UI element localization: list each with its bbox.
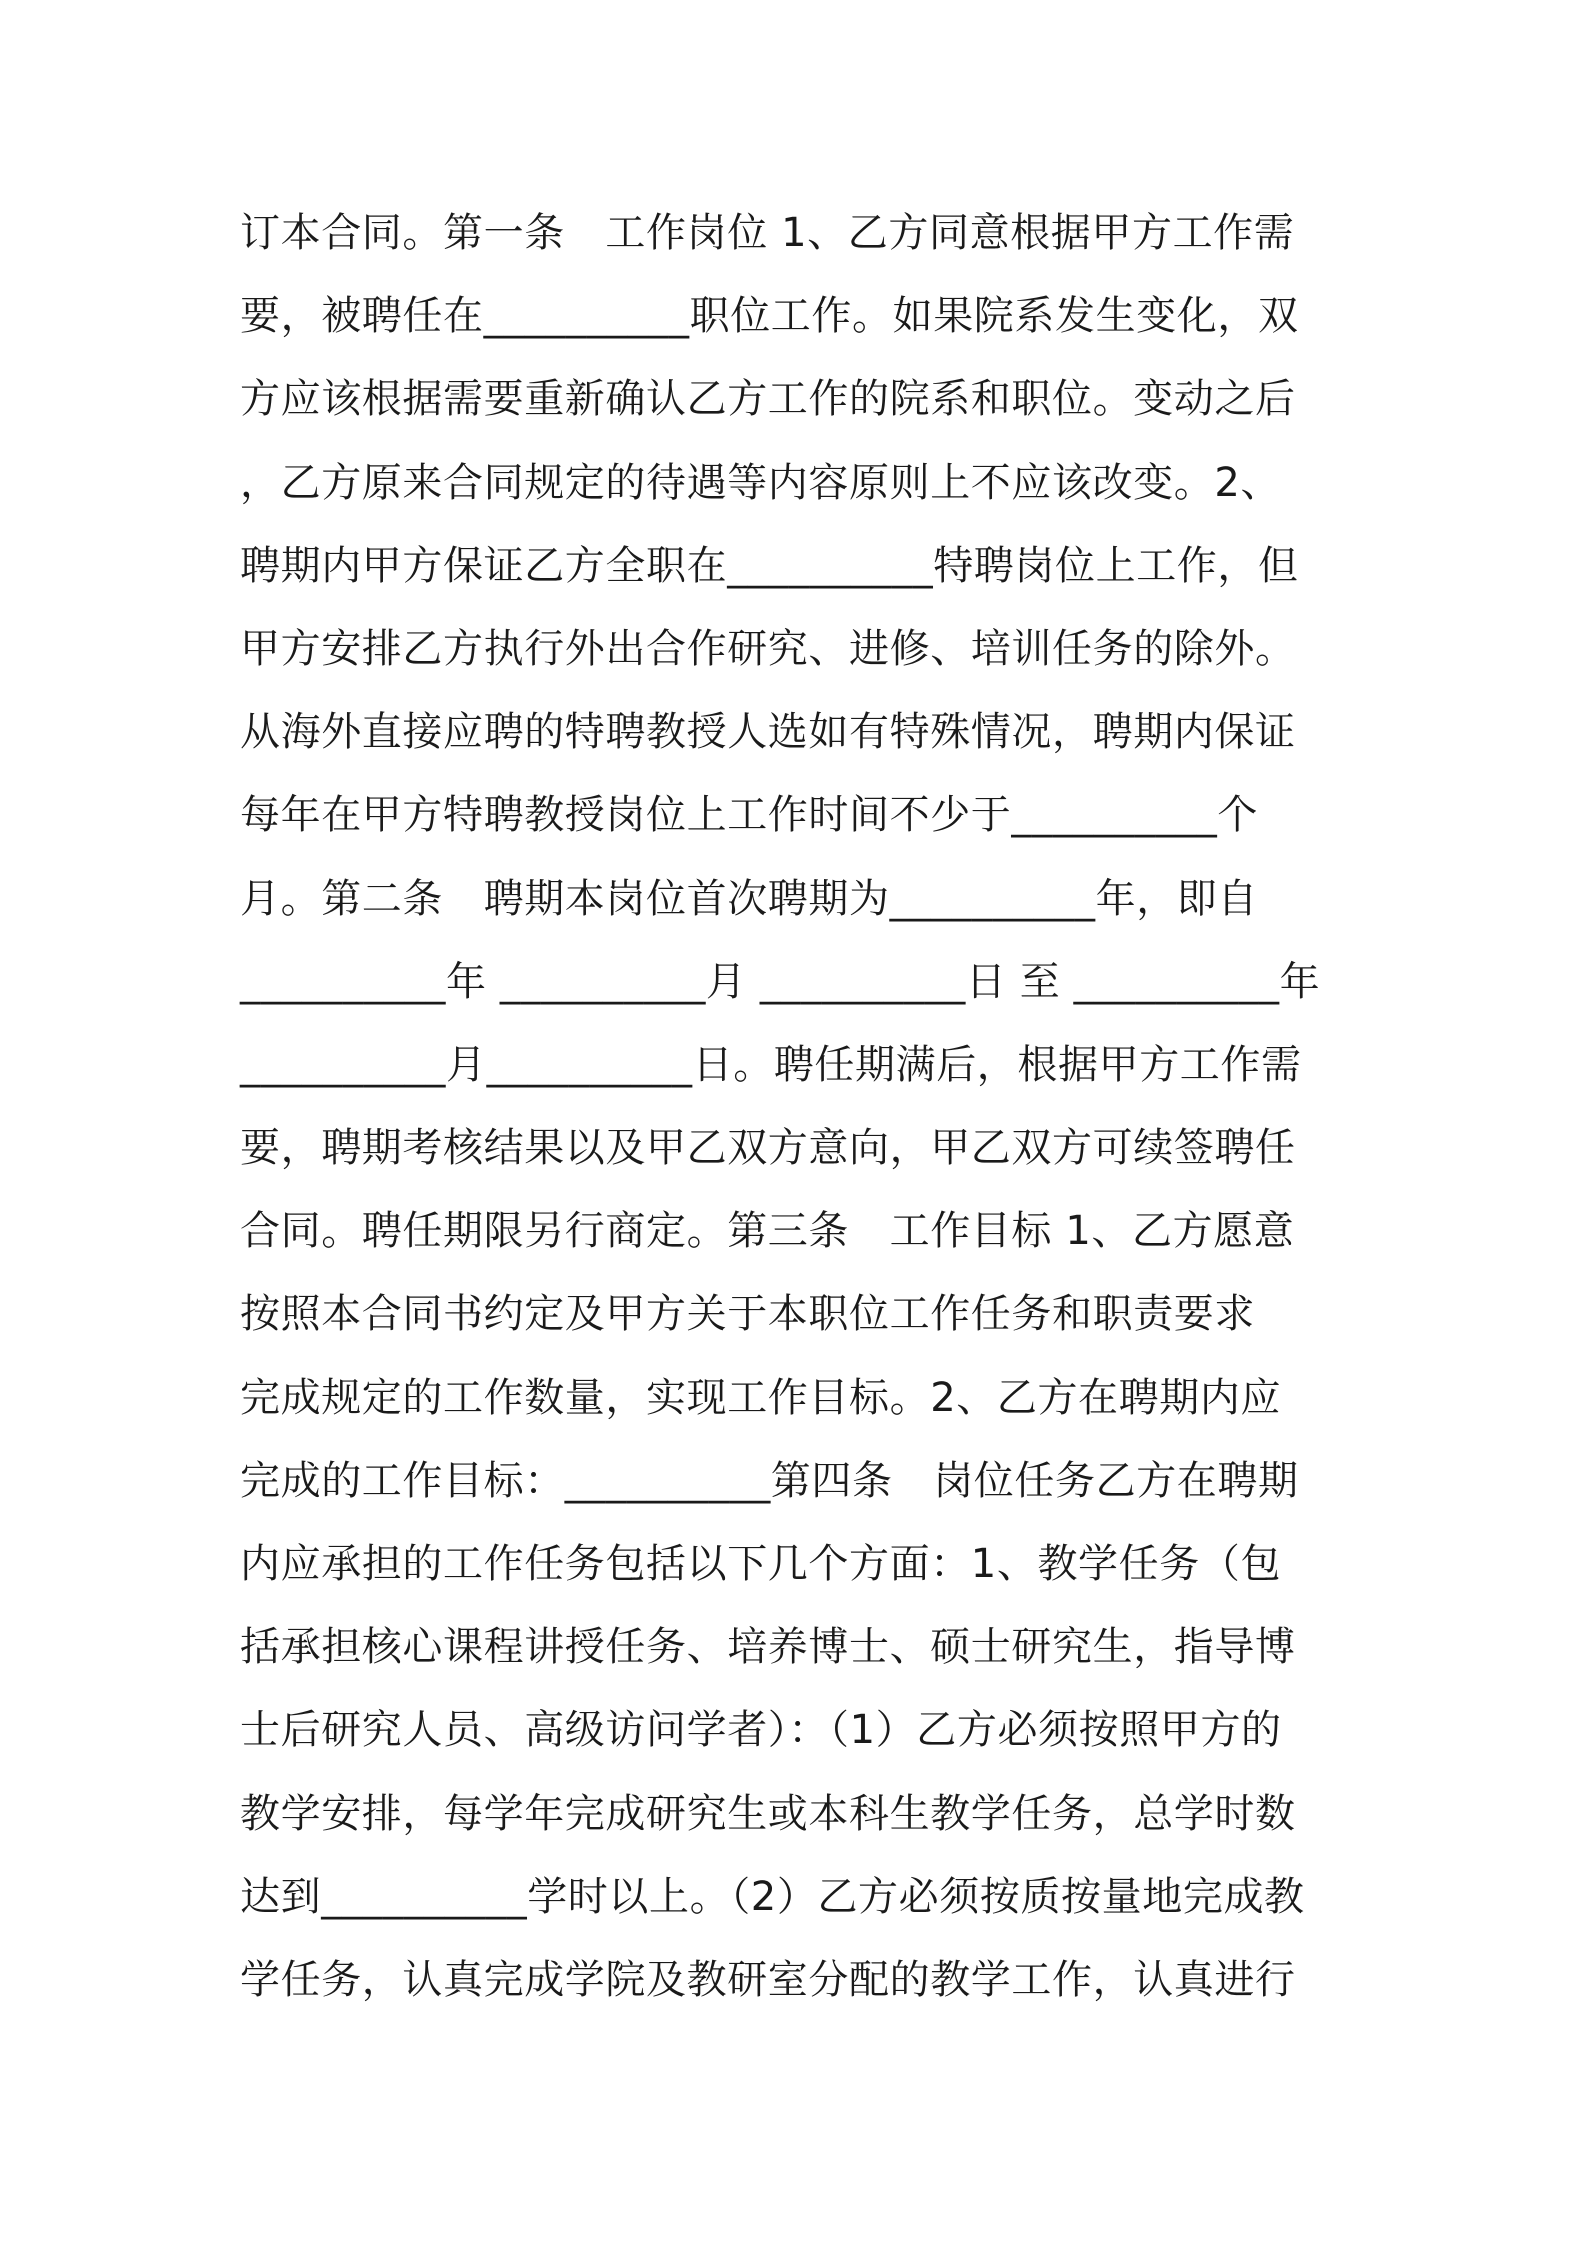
text-line-8: 每年在甲方特聘教授岗位上工作时间不少于__________个 xyxy=(240,792,1258,839)
text-line-16: 完成的工作目标：__________第四条 岗位任务乙方在聘期 xyxy=(240,1457,1299,1504)
text-line-15: 完成规定的工作数量，实现工作目标。2、乙方在聘期内应 xyxy=(240,1374,1282,1421)
text-line-20: 教学安排，每学年完成研究生或本科生教学任务，总学时数 xyxy=(240,1790,1296,1837)
text-line-5: 聘期内甲方保证乙方全职在__________特聘岗位上工作，但 xyxy=(240,542,1299,589)
text-line-11: __________月__________日。聘任期满后，根据甲方工作需 xyxy=(240,1041,1302,1088)
text-line-12: 要，聘期考核结果以及甲乙双方意向，甲乙双方可续签聘任 xyxy=(240,1125,1296,1172)
text-line-14: 按照本合同书约定及甲方关于本职位工作任务和职责要求 xyxy=(240,1291,1255,1338)
text-line-7: 从海外直接应聘的特聘教授人选如有特殊情况，聘期内保证 xyxy=(240,709,1296,756)
text-line-17: 内应承担的工作任务包括以下几个方面：1、教学任务（包 xyxy=(240,1541,1282,1587)
text-line-13: 合同。聘任期限另行商定。第三条 工作目标 1、乙方愿意 xyxy=(240,1208,1295,1255)
text-line-22: 学任务，认真完成学院及教研室分配的教学工作，认真进行 xyxy=(240,1956,1296,2003)
text-line-3: 方应该根据需要重新确认乙方工作的院系和职位。变动之后 xyxy=(240,376,1296,423)
text-line-21: 达到__________学时以上。（2）乙方必须按质按量地完成教 xyxy=(240,1873,1305,1920)
text-line-2: 要，被聘任在__________职位工作。如果院系发生变化，双 xyxy=(240,293,1299,340)
text-line-9: 月。第二条 聘期本岗位首次聘期为__________年，即自 xyxy=(240,875,1258,922)
text-line-6: 甲方安排乙方执行外出合作研究、进修、培训任务的除外。 xyxy=(240,625,1296,672)
text-line-18: 括承担核心课程讲授任务、培养博士、硕士研究生，指导博 xyxy=(240,1624,1296,1671)
text-line-19: 士后研究人员、高级访问学者）：（1）乙方必须按照甲方的 xyxy=(240,1707,1282,1754)
text-line-10: __________年 __________月 __________日 至 __________年 xyxy=(240,958,1321,1005)
text-line-4: ，乙方原来合同规定的待遇等内容原则上不应该改变。2、 xyxy=(240,459,1282,506)
text-line-1: 订本合同。第一条 工作岗位 1、乙方同意根据甲方工作需 xyxy=(240,210,1295,256)
contract-body-text xyxy=(240,192,1360,2022)
